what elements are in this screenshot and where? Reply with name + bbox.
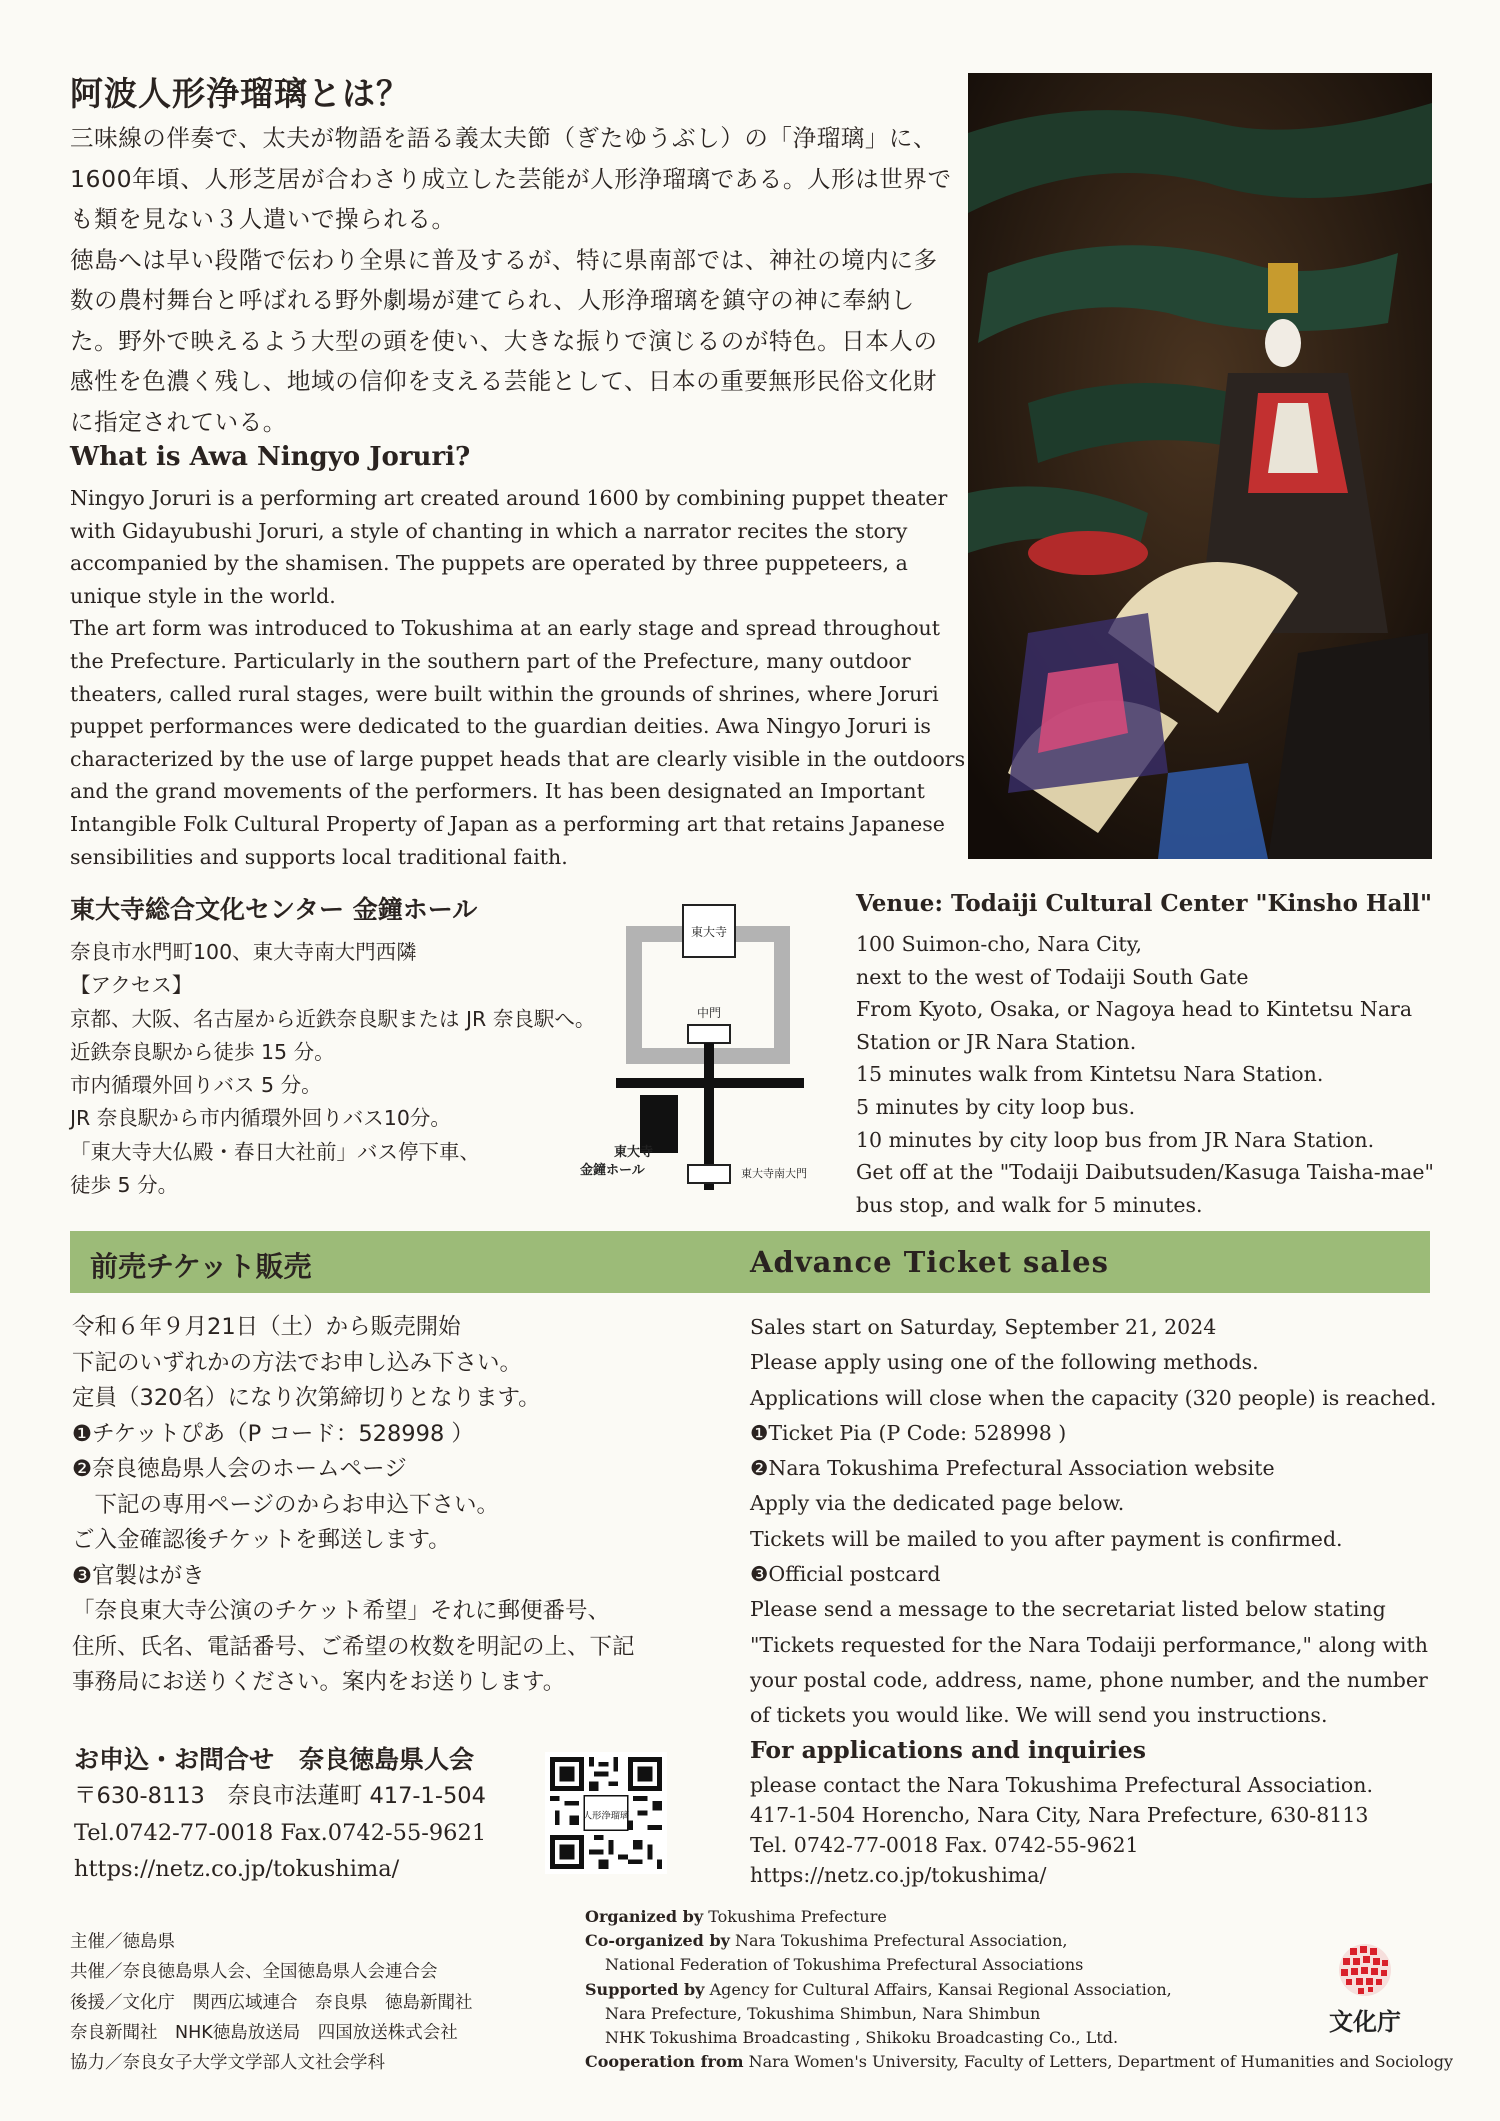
tickets-jp-line: ❶チケットぴあ（P コード：528998 ）: [72, 1420, 474, 1447]
venue-jp-line: 徒歩 5 分。: [70, 1173, 179, 1198]
venue-en-line: bus stop, and walk for 5 minutes.: [856, 1192, 1203, 1217]
venue-en-body: [856, 928, 1436, 1221]
ticket-band-en: Advance Ticket sales: [750, 1245, 1109, 1279]
middle-gate: [688, 1025, 730, 1043]
tickets-jp-line: 令和６年９月21日（土）から販売開始: [72, 1314, 461, 1340]
venue-jp-title: 東大寺総合文化センター 金鐘ホール: [70, 895, 478, 924]
cooperation-line: Cooperation from Nara Women's University, Faculty of Letters, Department of Humanities and Sociology: [585, 2052, 1453, 2072]
contact-jp-address: 〒630-8113 奈良市法蓮町 417-1-504: [74, 1783, 486, 1809]
about-en-paragraph: The art form was introduced to Tokushima at an early stage and spread throughout the Prefecture. Particularly in the southern part of the Prefecture, many outdoor theaters, called rural stages, were built within the grounds of shrines, where Joruri puppet performances were dedicated to the guardian deities. Awa Ningyo Joruri is characterized by the use of large puppet heads that are clearly visible in the outdoors and the grand movements of the performers. It has been designated an Important Intangible Folk Cultural Property of Japan as a performing art that retains Japanese sensibilities and supports local traditional faith.: [70, 616, 966, 869]
qr-code-pattern: [545, 1752, 667, 1874]
about-en-body: [70, 482, 970, 873]
tickets-en-body: [750, 1310, 1440, 1734]
contact-jp-body: [74, 1778, 554, 1888]
puppet-photo: [968, 73, 1432, 859]
tickets-en-line: Please send a message to the secretariat listed below stating: [750, 1597, 1386, 1622]
tickets-en-line: Please apply using one of the following methods.: [750, 1350, 1259, 1375]
tickets-jp-line: 下記の専用ページのからお申込下さい。: [72, 1491, 500, 1518]
about-jp-body: [70, 118, 960, 442]
contact-en-line: please contact the Nara Tokushima Prefectural Association.: [750, 1773, 1373, 1797]
venue-en-line: 10 minutes by city loop bus from JR Nara Station.: [856, 1127, 1375, 1152]
about-jp-paragraph: 三味線の伴奏で、太夫が物語を語る義太夫節（ぎたゆうぶし）の「浄瑠璃」に、1600年頃、人形芝居が合わさり成立した芸能が人形浄瑠璃である。人形は世界でも類を見ない３人遣いで操られる。: [70, 124, 952, 233]
puppet-photo-illustration: [968, 73, 1432, 859]
tickets-en-line: ❶Ticket Pia (P Code: 528998 ): [750, 1420, 1067, 1445]
about-en-paragraph: Ningyo Joruri is a performing art created around 1600 by combining puppet theater with Gidayubushi Joruri, a style of chanting in which a narrator recites the story accompanied by the shamisen. The puppets are operated by three puppeteers, a unique style in the world.: [70, 486, 948, 608]
tickets-jp-line: ご入金確認後チケットを郵送します。: [72, 1527, 451, 1553]
contact-en-phone: Tel. 0742-77-0018 Fax. 0742-55-9621: [750, 1833, 1139, 1857]
supported-by-line-3: NHK Tokushima Broadcasting , Shikoku Broadcasting Co., Ltd.: [605, 2028, 1119, 2048]
tickets-en-line: your postal code, address, name, phone number, and the number: [750, 1667, 1428, 1692]
tickets-en-line: of tickets you would like. We will send you instructions.: [750, 1703, 1328, 1728]
venue-en-line: 15 minutes walk from Kintetsu Nara Station.: [856, 1062, 1324, 1087]
tickets-en-line: "Tickets requested for the Nara Todaiji performance," along with: [750, 1632, 1428, 1657]
tickets-jp-line: ❷奈良徳島県人会のホームページ: [72, 1456, 407, 1482]
tickets-jp-line: 住所、氏名、電話番号、ご希望の枚数を明記の上、下記: [72, 1633, 635, 1660]
organizers-jp-line: 共催／奈良徳島県人会、全国徳島県人会連合会: [70, 1962, 438, 1983]
contact-jp-url[interactable]: https://netz.co.jp/tokushima/: [74, 1856, 400, 1882]
middle-gate-label: 中門: [696, 1006, 722, 1020]
organizers-jp-line: 主催／徳島県: [70, 1932, 175, 1952]
venue-jp-line: JR 奈良駅から市内循環外回りバス10分。: [70, 1106, 451, 1131]
venue-en-line: Get off at the "Todaiji Daibutsuden/Kasuga Taisha-mae": [856, 1160, 1434, 1185]
temple-label: 東大寺: [690, 925, 728, 939]
cross-road: [616, 1078, 804, 1088]
tickets-en-line: Sales start on Saturday, September 21, 2024: [750, 1315, 1217, 1339]
tickets-en-line: Apply via the dedicated page below.: [750, 1491, 1125, 1516]
tickets-jp-body: [72, 1310, 722, 1701]
qr-label: 人形浄瑠璃: [582, 1810, 630, 1822]
venue-jp-line: 奈良市水門町100、東大寺南大門西隣: [70, 940, 417, 964]
contact-en-url[interactable]: https://netz.co.jp/tokushima/: [750, 1863, 1047, 1887]
organizers-jp-line: 奈良新聞社 NHK徳島放送局 四国放送株式会社: [70, 2022, 458, 2043]
venue-jp-line: 京都、大阪、名古屋から近鉄奈良駅または JR 奈良駅へ。: [70, 1006, 596, 1031]
tickets-jp-line: 事務局にお送りください。案内をお送りします。: [72, 1669, 566, 1695]
hall-label-2: 金鐘ホール: [580, 1163, 645, 1178]
contact-en-title: For applications and inquiries: [750, 1736, 1146, 1764]
about-en-title: What is Awa Ningyo Joruri?: [70, 442, 471, 472]
contact-en-body: [750, 1770, 1440, 1890]
tickets-jp-line: 定員（320名）になり次第締切りとなります。: [72, 1385, 541, 1411]
venue-jp-line: 【アクセス】: [70, 973, 193, 998]
coorganized-by-line: Co-organized by Nara Tokushima Prefectural Association,: [585, 1931, 1068, 1951]
contact-jp-phone: Tel.0742-77-0018 Fax.0742-55-9621: [74, 1819, 487, 1846]
venue-jp-line: 市内循環外回りバス 5 分。: [70, 1073, 322, 1098]
venue-jp-line: 近鉄奈良駅から徒歩 15 分。: [70, 1039, 335, 1064]
supported-by-line: Supported by Agency for Cultural Affairs, Kansai Regional Association,: [585, 1979, 1172, 1999]
ticket-band-jp: 前売チケット販売: [90, 1250, 312, 1283]
about-jp-paragraph: 徳島へは早い段階で伝わり全県に普及するが、特に県南部では、神社の境内に多数の農村舞台と呼ばれる野外劇場が建てられ、人形浄瑠璃を鎮守の神に奉納した。野外で映えるよう大型の頭を使い、大きな振りで演じるのが特色。日本人の感性を色濃く残し、地域の信仰を支える芸能として、日本の重要無形民俗文化財に指定されている。: [70, 245, 938, 436]
tickets-jp-line: 下記のいずれかの方法でお申し込み下さい。: [72, 1349, 523, 1376]
access-map-drawing: [560, 890, 860, 1190]
organizers-jp: [70, 1927, 570, 2078]
venue-jp-line: 「東大寺大仏殿・春日大社前」バス停下車、: [70, 1139, 480, 1164]
organized-by-line: Organized by Tokushima Prefecture: [585, 1907, 887, 1926]
tickets-en-line: ❸Official postcard: [750, 1562, 941, 1587]
qr-code[interactable]: [545, 1752, 667, 1874]
hall-label-1: 東大寺: [614, 1145, 654, 1160]
supported-by-line-2: Nara Prefecture, Tokushima Shimbun, Nara Shimbun: [605, 2003, 1041, 2023]
tickets-en-line: ❷Nara Tokushima Prefectural Association website: [750, 1456, 1275, 1481]
tickets-jp-line: 「奈良東大寺公演のチケット希望」それに郵便番号、: [72, 1598, 610, 1624]
contact-jp-title: お申込・お問合せ 奈良徳島県人会: [74, 1745, 475, 1774]
about-jp-title: 阿波人形浄瑠璃とは？: [70, 74, 410, 113]
agency-logo-text: 文化庁: [1329, 2007, 1401, 2036]
venue-en-line: From Kyoto, Osaka, or Nagoya head to Kintetsu Nara: [856, 997, 1413, 1022]
venue-en-title: Venue: Todaiji Cultural Center "Kinsho Hall": [856, 890, 1433, 917]
coorganized-by-line-2: National Federation of Tokushima Prefectural Associations: [605, 1955, 1084, 1975]
venue-en-line: 5 minutes by city loop bus.: [856, 1094, 1136, 1119]
south-gate-label: 東大寺南大門: [741, 1167, 807, 1180]
agency-logo: [1310, 1940, 1420, 2040]
tickets-en-line: Applications will close when the capacity (320 people) is reached.: [750, 1385, 1437, 1410]
venue-en-line: next to the west of Todaiji South Gate: [856, 964, 1249, 989]
organizers-jp-line: 協力／奈良女子大学文学部人文社会学科: [70, 2053, 385, 2074]
access-map: [560, 890, 860, 1190]
south-gate: [688, 1165, 730, 1183]
venue-en-line: Station or JR Nara Station.: [856, 1029, 1137, 1054]
organizers-jp-line: 後援／文化庁 関西広域連合 奈良県 徳島新聞社: [70, 1992, 473, 2013]
agency-logo-mark: [1310, 1940, 1420, 2040]
venue-en-line: 100 Suimon-cho, Nara City,: [856, 932, 1142, 956]
tickets-en-line: Tickets will be mailed to you after payment is confirmed.: [750, 1526, 1343, 1551]
tickets-jp-line: ❸官製はがき: [72, 1562, 205, 1589]
contact-en-address: 417-1-504 Horencho, Nara City, Nara Prefecture, 630-8113: [750, 1803, 1369, 1827]
venue-jp-body: [70, 936, 630, 1202]
